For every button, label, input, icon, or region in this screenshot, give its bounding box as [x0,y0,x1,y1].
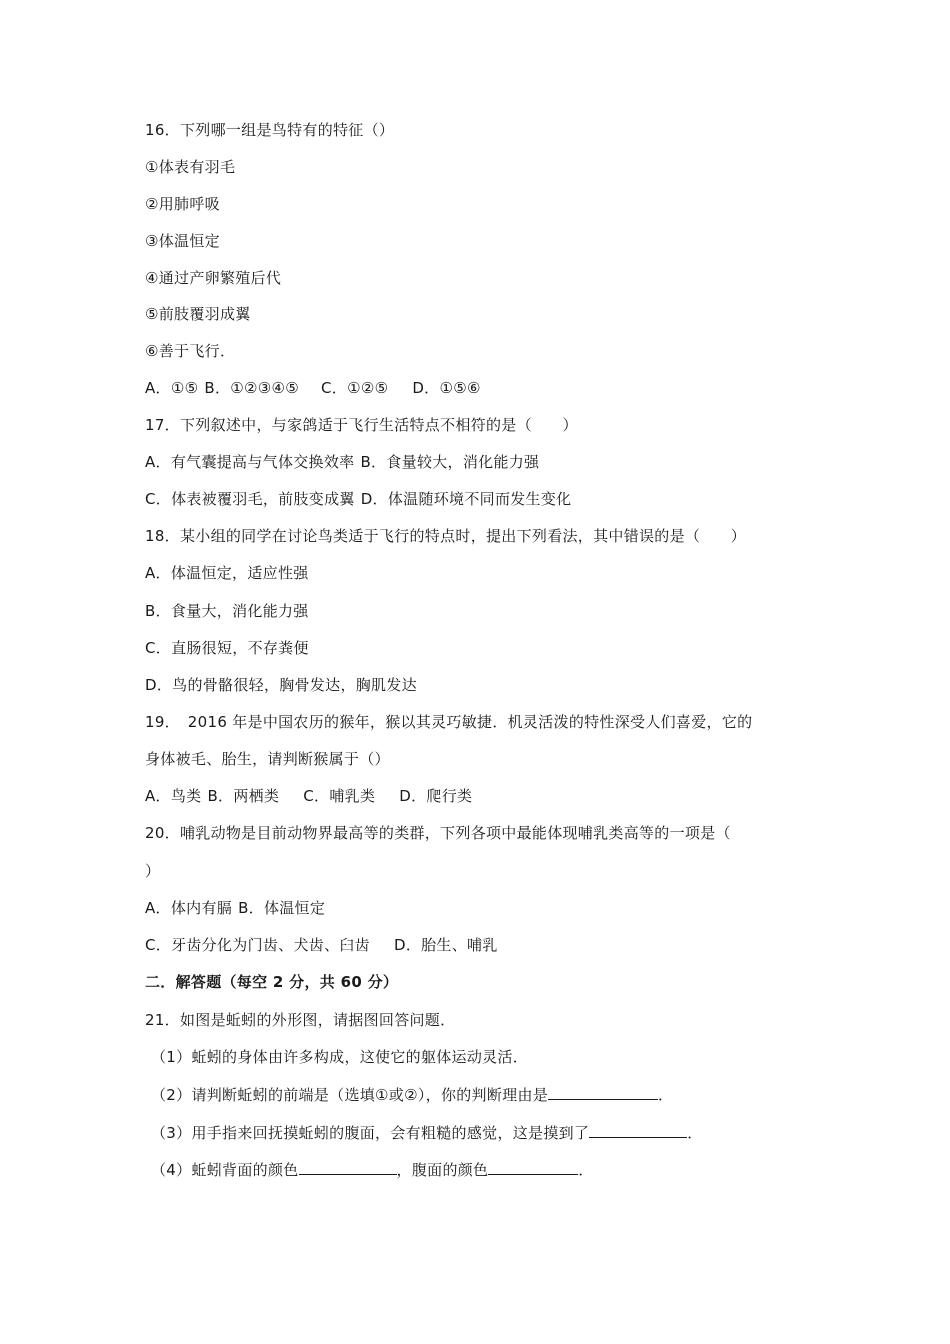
q19-option-d: D．爬行类 [399,787,473,805]
q16-item-6: ⑥善于飞行． [145,342,236,360]
q21-part-2-blank[interactable] [548,1084,658,1100]
q20-option-d: D．胎生、哺乳 [393,936,498,954]
section-2-heading: 二．解答题（每空 2 分，共 60 分） [145,973,399,991]
q21-part-4-mid: ，腹面的颜色 [396,1161,489,1179]
q16-item-1: ①体表有羽毛 [145,158,236,176]
q21-part-3-text: （3）用手指来回抚摸蚯蚓的腹面，会有粗糙的感觉，这是摸到了 [151,1124,590,1142]
q19-stem-line1: 19． 2016 年是中国农历的猴年，猴以其灵巧敏捷．机灵活泼的特性深受人们喜爱，它的 [145,713,753,731]
q16-item-3: ③体温恒定 [145,232,220,250]
q17-options-row2 [145,489,571,509]
q21-part-2 [151,1084,673,1105]
q21-part-4-text: （4）蚯蚓背面的颜色 [151,1161,299,1179]
q16-option-b: B．①②③④⑤ [204,379,299,397]
q18-option-d: D．鸟的骨骼很轻，胸骨发达，胸肌发达 [145,676,417,694]
q16-option-d: D．①⑤⑥ [412,379,481,397]
q20-option-b: B．体温恒定 [238,899,326,917]
q20-options-row2 [145,935,498,955]
q21-stem: 21．如图是蚯蚓的外形图，请据图回答问题． [145,1011,456,1029]
q17-option-d: D．体温随环境不同而发生变化 [360,490,572,508]
q16-options [145,378,481,398]
q17-option-a: A．有气囊提高与气体交换效率 [145,453,355,471]
q16-item-4: ④通过产卵繁殖后代 [145,269,282,287]
q21-part-3-blank[interactable] [589,1122,687,1138]
q16-item-2: ②用肺呼吸 [145,195,220,213]
q18-option-b: B．食量大，消化能力强 [145,602,309,620]
q17-option-b: B．食量较大，消化能力强 [360,453,540,471]
q20-stem-line1: 20．哺乳动物是目前动物界最高等的类群，下列各项中最能体现哺乳类高等的一项是（ [145,824,731,842]
q20-options-row1 [145,898,325,918]
q21-part-2-text: （2）请判断蚯蚓的前端是（选填①或②），你的判断理由是 [151,1086,549,1104]
q16-stem: 16．下列哪一组是鸟特有的特征（） [145,121,395,139]
q18-stem: 18．某小组的同学在讨论鸟类适于飞行的特点时，提出下列看法，其中错误的是（ ） [145,527,747,545]
q20-option-a: A．体内有膈 [145,899,233,917]
q19-stem-line2: 身体被毛、胎生，请判断猴属于（） [145,750,390,768]
q16-option-a: A．①⑤ [145,379,199,397]
q18-option-c: C．直肠很短，不存粪便 [145,639,309,657]
q21-part-4 [151,1159,594,1180]
q21-part-3 [151,1122,703,1143]
q20-option-c: C．牙齿分化为门齿、犬齿、臼齿 [145,936,370,954]
q21-part-4-blank-1[interactable] [299,1159,397,1175]
q21-part-3-end: ． [687,1124,703,1142]
q19-option-b: B．两栖类 [207,787,280,805]
q16-item-5: ⑤前肢覆羽成翼 [145,305,251,323]
q21-part-2-end: ． [658,1086,674,1104]
q17-option-c: C．体表被覆羽毛，前肢变成翼 [145,490,355,508]
q21-part-4-blank-2[interactable] [488,1159,578,1175]
q19-option-a: A．鸟类 [145,787,202,805]
q16-option-c: C．①②⑤ [321,379,389,397]
q19-options [145,786,472,806]
q21-part-4-end: ． [578,1161,594,1179]
q17-stem: 17．下列叙述中，与家鸽适于飞行生活特点不相符的是（ ） [145,416,578,434]
q19-option-c: C．哺乳类 [303,787,376,805]
q18-option-a: A．体温恒定，适应性强 [145,564,309,582]
q21-part-1: （1）蚯蚓的身体由许多构成，这使它的躯体运动灵活． [151,1048,529,1066]
q17-options-row1 [145,452,539,472]
q20-stem-line2: ） [145,862,161,880]
